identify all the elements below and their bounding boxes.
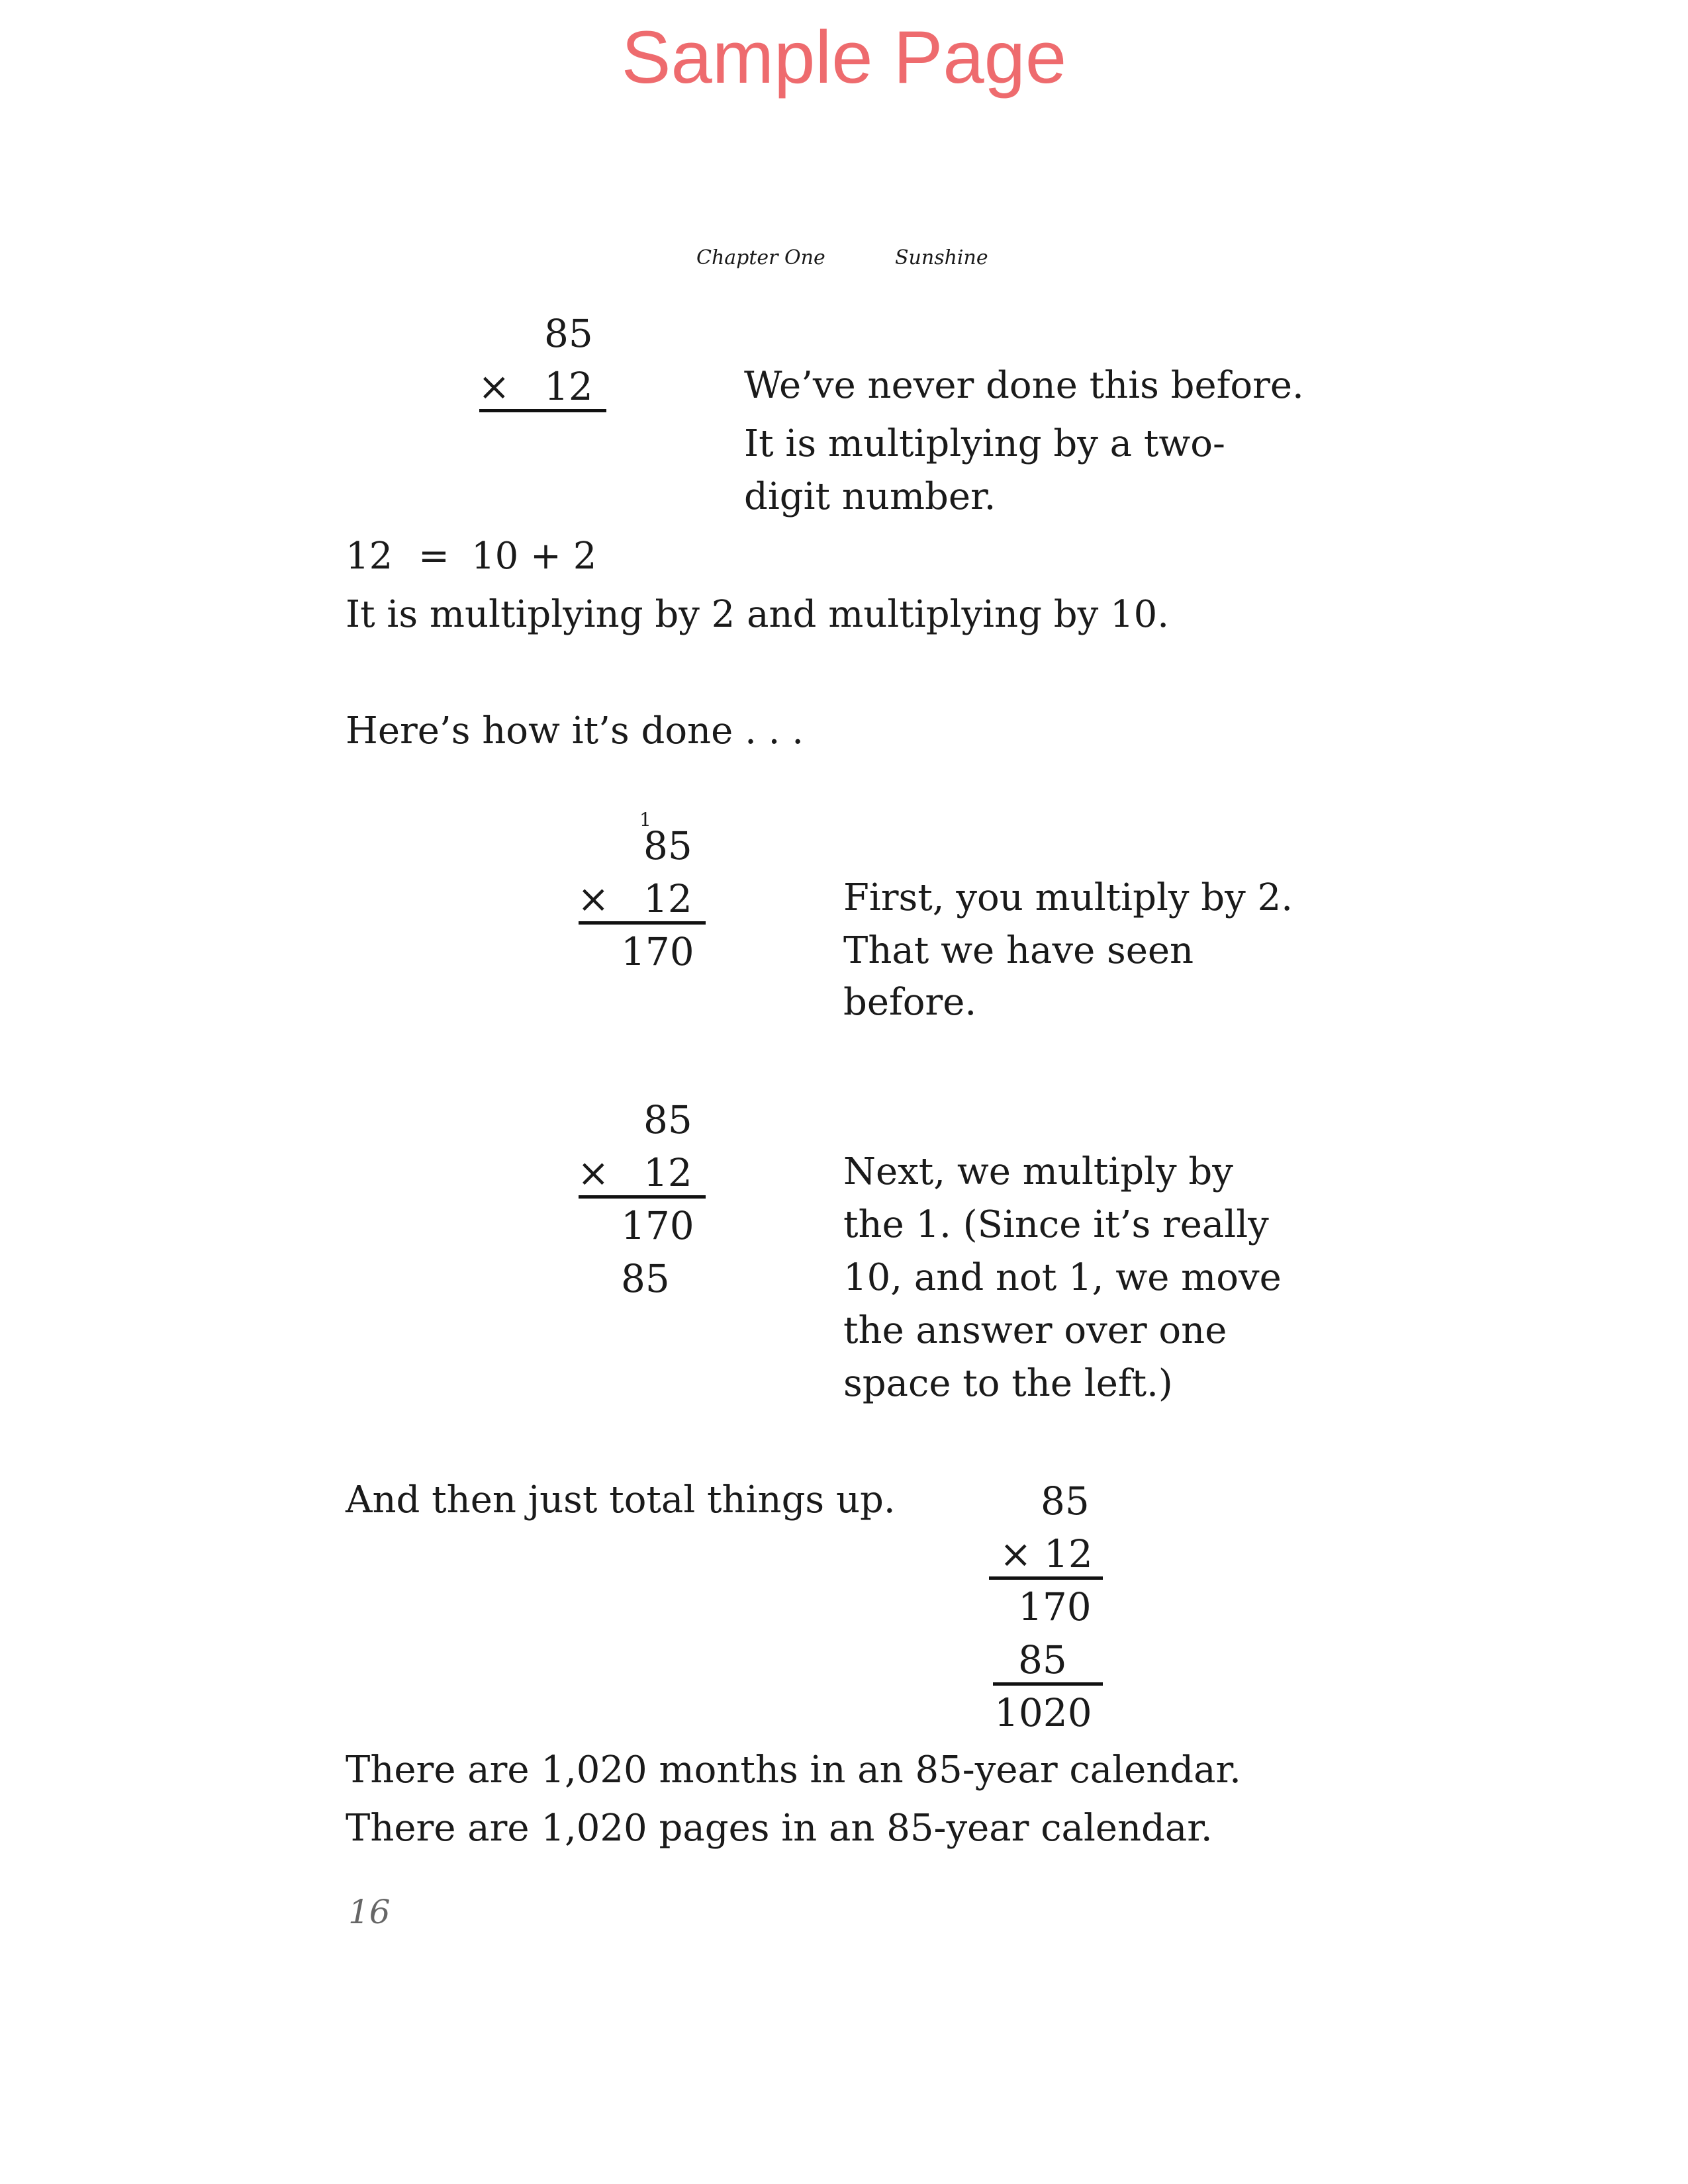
example-1-text-line-3: digit number.	[744, 475, 996, 518]
sample-page-watermark: Sample Page	[621, 16, 1067, 99]
example-2-top-number: 85	[643, 823, 692, 868]
example-3-times-sign: ×	[577, 1150, 610, 1195]
example-3-text-line-5: space to the left.)	[843, 1362, 1173, 1405]
equation-equals: =	[418, 535, 449, 578]
example-3-text-line-3: 10, and not 1, we move	[843, 1256, 1282, 1299]
example-3-rule	[579, 1195, 706, 1199]
example-4-partial-product-1: 170	[1018, 1584, 1092, 1629]
example-4-multiplier: × 12	[1000, 1531, 1093, 1576]
example-1-rule	[479, 409, 606, 412]
equation-rhs: 10 + 2	[471, 535, 597, 578]
example-3-multiplier: 12	[643, 1150, 692, 1195]
example-3-partial-product-1: 170	[621, 1203, 694, 1248]
example-2-partial-product: 170	[621, 929, 694, 974]
example-3-text-line-4: the answer over one	[843, 1309, 1227, 1352]
conclusion-line-2: There are 1,020 pages in an 85-year calendar.	[346, 1807, 1213, 1850]
example-1-top-number: 85	[544, 311, 593, 356]
example-4-top-number: 85	[1041, 1479, 1090, 1524]
chapter-title: Sunshine	[895, 246, 988, 269]
example-4-partial-product-2: 85	[1018, 1637, 1067, 1682]
paragraph-2: Here’s how it’s done . . .	[346, 709, 804, 752]
conclusion-line-1: There are 1,020 months in an 85-year calendar.	[346, 1749, 1241, 1792]
example-1-text-line-2: It is multiplying by a two-	[744, 422, 1225, 465]
example-1-times-sign: ×	[478, 364, 510, 409]
example-4-rule-1	[989, 1576, 1103, 1580]
example-3-partial-product-2: 85	[621, 1256, 670, 1301]
example-2-rule	[579, 921, 706, 925]
example-2-multiplier: 12	[643, 876, 692, 921]
page-number: 16	[348, 1893, 391, 1931]
example-2-text-line-2: That we have seen	[843, 929, 1194, 972]
example-2-text-line-1: First, you multiply by 2.	[843, 876, 1293, 919]
paragraph-1: It is multiplying by 2 and multiplying by 10.	[346, 593, 1170, 636]
example-1-text-line-1: We’ve never done this before.	[744, 364, 1304, 407]
example-4-total: 1020	[994, 1690, 1092, 1735]
example-1-multiplier: 12	[544, 364, 593, 409]
chapter-label: Chapter One	[696, 246, 825, 269]
example-3-text-line-1: Next, we multiply by	[843, 1150, 1233, 1193]
example-2-carry: 1	[639, 809, 651, 831]
example-3-text-line-2: the 1. (Since it’s really	[843, 1203, 1269, 1246]
example-2-times-sign: ×	[577, 876, 610, 921]
example-2-text-line-3: before.	[843, 981, 977, 1024]
example-4-intro: And then just total things up.	[346, 1479, 896, 1522]
example-3-top-number: 85	[643, 1097, 692, 1142]
equation-lhs: 12	[346, 535, 393, 578]
example-4-rule-2	[993, 1682, 1103, 1686]
